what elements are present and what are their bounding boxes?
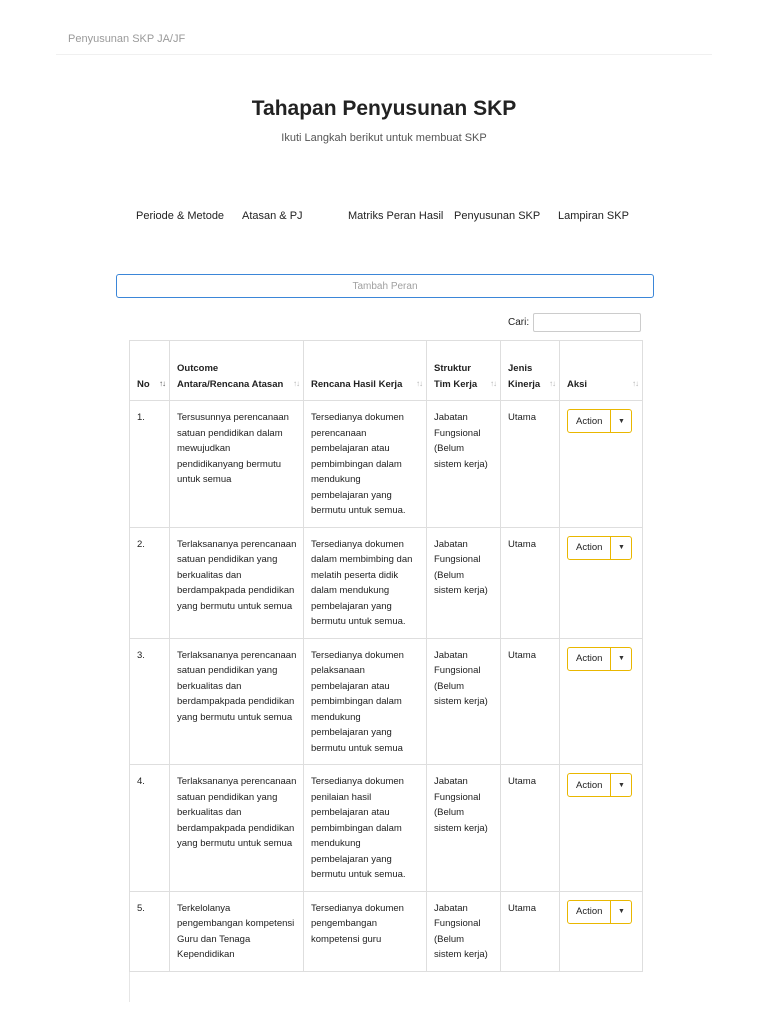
table-header-row (130, 341, 643, 401)
sort-asc-icon: ↑↓ (159, 378, 165, 388)
caret-down-icon[interactable]: ▼ (611, 773, 632, 797)
step-matriks-peran-hasil[interactable]: Matriks Peran Hasil (348, 210, 444, 222)
step-periode-metode[interactable]: Periode & Metode (136, 210, 225, 222)
column-header-rencana[interactable] (304, 341, 427, 401)
add-role-button[interactable]: Tambah Peran (116, 274, 654, 298)
column-header-jenis[interactable] (501, 341, 560, 401)
skp-table (129, 340, 643, 972)
caret-down-icon[interactable]: ▼ (611, 647, 632, 671)
caret-down-icon[interactable]: ▼ (611, 536, 632, 560)
column-header-label: Struktur Tim Kerja (434, 363, 478, 390)
cell-outcome: Terlaksananya perencanaan satuan pendidikan yang berkualitas dan berdampakpada pendidikan yang bermutu untuk semua (170, 765, 304, 892)
table-row (130, 638, 643, 765)
cell-outcome: Terlaksananya perencanaan satuan pendidikan yang berkualitas dan berdampakpada pendidikan yang bermutu untuk semua (170, 527, 304, 638)
cell-rencana: Tersedianya dokumen penilaian hasil pembelajaran atau pembimbingan dalam mendukung pembelajaran yang bermutu untuk semua. (304, 765, 427, 892)
cell-rencana: Tersedianya dokumen pelaksanaan pembelajaran atau pembimbingan dalam mendukung pembelajaran yang bermutu untuk semua (304, 638, 427, 765)
cell-struktur: Jabatan Fungsional (Belum sistem kerja) (427, 891, 501, 971)
column-header-no[interactable] (130, 341, 170, 401)
table-row (130, 527, 643, 638)
cell-struktur: Jabatan Fungsional (Belum sistem kerja) (427, 638, 501, 765)
cell-no: 3. (130, 638, 170, 765)
cell-jenis: Utama (501, 638, 560, 765)
caret-down-icon[interactable]: ▼ (611, 409, 632, 433)
cell-jenis: Utama (501, 891, 560, 971)
column-header-label: Rencana Hasil Kerja (311, 378, 403, 390)
action-dropdown (567, 409, 632, 433)
cell-jenis: Utama (501, 765, 560, 892)
cell-rencana: Tersedianya dokumen perencanaan pembelajaran atau pembimbingan dalam mendukung pembelajaran yang bermutu untuk semua. (304, 401, 427, 528)
action-dropdown (567, 536, 632, 560)
search-input[interactable] (533, 313, 641, 332)
column-header-label: No (137, 378, 150, 390)
sort-icon: ↑↓ (293, 378, 299, 388)
action-button[interactable]: Action (567, 900, 611, 924)
action-button[interactable]: Action (567, 773, 611, 797)
top-bar (56, 0, 712, 55)
cell-jenis: Utama (501, 527, 560, 638)
column-header-label: Aksi (567, 378, 588, 390)
cell-struktur: Jabatan Fungsional (Belum sistem kerja) (427, 527, 501, 638)
cell-outcome: Terlaksananya perencanaan satuan pendidikan yang berkualitas dan berdampakpada pendidikan yang bermutu untuk semua (170, 638, 304, 765)
cell-aksi (560, 527, 643, 638)
cell-struktur: Jabatan Fungsional (Belum sistem kerja) (427, 765, 501, 892)
action-button[interactable]: Action (567, 647, 611, 671)
cell-rencana: Tersedianya dokumen pengembangan kompetensi guru (304, 891, 427, 971)
cell-aksi (560, 891, 643, 971)
cell-no: 5. (130, 891, 170, 971)
step-penyusunan-skp[interactable]: Penyusunan SKP (454, 210, 541, 222)
column-header-label: Jenis Kinerja (508, 363, 541, 390)
column-header-label: Outcome Antara/Rencana Atasan (177, 363, 284, 390)
column-header-outcome[interactable] (170, 341, 304, 401)
column-header-aksi[interactable] (560, 341, 643, 401)
cell-no: 2. (130, 527, 170, 638)
table-row (130, 765, 643, 892)
cell-outcome: Tersusunnya perencanaan satuan pendidikan dalam mewujudkan pendidikanyang bermutu untuk semua (170, 401, 304, 528)
sort-icon: ↑↓ (490, 378, 496, 388)
cell-struktur: Jabatan Fungsional (Belum sistem kerja) (427, 401, 501, 528)
step-atasan-pj[interactable]: Atasan & PJ (242, 210, 303, 222)
sort-icon: ↑↓ (632, 378, 638, 388)
sort-icon: ↑↓ (549, 378, 555, 388)
step-lampiran-skp[interactable]: Lampiran SKP (558, 210, 629, 222)
cell-aksi (560, 765, 643, 892)
table-row (130, 891, 643, 971)
page-subtitle: Ikuti Langkah berikut untuk membuat SKP (281, 132, 487, 144)
action-button[interactable]: Action (567, 536, 611, 560)
action-dropdown (567, 773, 632, 797)
cell-jenis: Utama (501, 401, 560, 528)
action-dropdown (567, 647, 632, 671)
cell-aksi (560, 638, 643, 765)
action-dropdown (567, 900, 632, 924)
cell-aksi (560, 401, 643, 528)
cell-no: 1. (130, 401, 170, 528)
page-title: Tahapan Penyusunan SKP (251, 97, 517, 120)
column-header-struktur[interactable] (427, 341, 501, 401)
search-area (508, 312, 641, 332)
sort-icon: ↑↓ (416, 378, 422, 388)
cell-no: 4. (130, 765, 170, 892)
search-label: Cari: (508, 316, 530, 328)
breadcrumb[interactable]: Penyusunan SKP JA/JF (68, 33, 186, 45)
caret-down-icon[interactable]: ▼ (611, 900, 632, 924)
action-button[interactable]: Action (567, 409, 611, 433)
cell-outcome: Terkelolanya pengembangan kompetensi Guru dan Tenaga Kependidikan (170, 891, 304, 971)
cell-rencana: Tersedianya dokumen dalam membimbing dan melatih peserta didik dalam mendukung pembelajaran yang bermutu untuk semua. (304, 527, 427, 638)
step-navigation (0, 210, 768, 226)
table-row (130, 401, 643, 528)
